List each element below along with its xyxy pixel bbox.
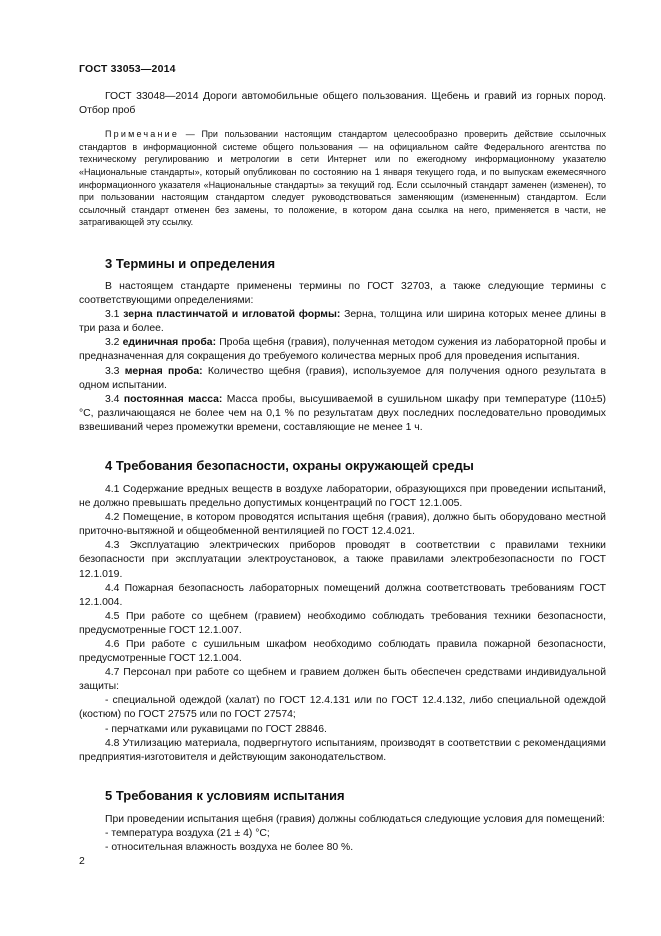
list-item: - температура воздуха (21 ± 4) °С; <box>105 827 270 839</box>
term-definition <box>79 308 606 336</box>
section-3-intro: В настоящем стандарте применены термины по ГОСТ 32703, а также следующие термины с соответствующими определениями: <box>79 280 606 307</box>
standard-designation: ГОСТ 33053—2014 <box>79 63 176 75</box>
term-text: Зерна, толщина или ширина которых менее длины в три раза и более. <box>79 309 606 335</box>
clause-4-6: 4.6 При работе с сушильным шкафом необходимо соблюдать правила пожарной безопасности, предусмотренные ГОСТ 12.1.004. <box>79 639 606 665</box>
section-5-heading: 5 Требования к условиям испытания <box>105 787 345 803</box>
clause-4-1: 4.1 Содержание вредных веществ в воздухе лаборатории, образующихся при проведении испытаний, не должно превышать предельно допустимых концентраций по ГОСТ 12.1.005. <box>79 483 606 510</box>
clause-4-7: 4.7 Персонал при работе со щебнем и гравием должен быть обеспечен средствами индивидуальной защиты: <box>79 667 606 693</box>
list-item: - специальной одеждой (халат) по ГОСТ 12.4.131 или по ГОСТ 12.4.132, либо специальной одеждой (костюм) по ГОСТ 27575 или по ГОСТ 27574; <box>79 695 606 721</box>
section-3-heading: 3 Термины и определения <box>105 255 276 271</box>
term-name: постоянная масса: <box>123 393 223 405</box>
term-definition <box>79 393 606 435</box>
note-label: Примечание <box>105 129 180 140</box>
page-number: 2 <box>79 856 85 867</box>
page-content <box>79 90 606 855</box>
term-name: единичная проба: <box>122 337 217 349</box>
clause-4-8: 4.8 Утилизацию материала, подвергнутого испытаниям, производят в соответствии с рекомендациями предприятия-изготовителя и действующим законодательством. <box>79 737 606 763</box>
term-number: 3.2 <box>105 337 123 349</box>
clause-4-3: 4.3 Эксплуатацию электрических приборов проводят в соответствии с правилами техники безопасности при эксплуатации электроустановок, а также правилами электробезопасности по ГОСТ 12.1.019. <box>79 540 606 580</box>
note-paragraph <box>79 128 606 229</box>
clause-4-4: 4.4 Пожарная безопасность лабораторных помещений должна соответствовать требованиям ГОСТ 12.1.004. <box>79 582 606 608</box>
reference-entry: ГОСТ 33048—2014 Дороги автомобильные общего пользования. Щебень и гравий из горных пород. Отбор проб <box>79 91 606 117</box>
term-number: 3.4 <box>105 393 124 405</box>
clause-4-2: 4.2 Помещение, в котором проводятся испытания щебня (гравия), должно быть оборудовано местной приточно-вытяжной и общеобменной вентиляцией по ГОСТ 12.4.021. <box>79 512 606 538</box>
term-name: мерная проба: <box>124 365 203 377</box>
term-number: 3.1 <box>105 309 124 321</box>
clause-4-5: 4.5 При работе со щебнем (гравием) необходимо соблюдать требования техники безопасности, предусмотренные ГОСТ 12.1.007. <box>79 610 606 636</box>
term-number: 3.3 <box>105 365 125 377</box>
term-text: Проба щебня (гравия), полученная методом сужения из лабораторной пробы и предназначенная для сокращения до требуемого количества мерных проб для проведения испытания. <box>79 337 606 363</box>
section-5-intro: При проведении испытания щебня (гравия) должны соблюдаться следующие условия для помещений: <box>105 813 605 825</box>
term-text: Масса пробы, высушиваемой в сушильном шкафу при температуре (110±5) °С, различающаяся не более чем на 0,1 % по результатам двух последних последовательно проводимых взвешиваний через промежутки времени, составляющие не менее 1 ч. <box>79 393 606 433</box>
term-definition <box>79 336 606 364</box>
section-4-heading: 4 Требования безопасности, охраны окружающей среды <box>105 457 474 473</box>
note-text: — При пользовании настоящим стандартом целесообразно проверить действие ссылочных стандартов в информационной системе общего пользования — на официальном сайте Федерального агентства по техническому регулированию и метрологии в сети Интернет или по ежегодному информационному указателю «Национальные стандарты», который опубликован по состоянию на 1 января текущего года, и по выпускам ежемесячного информационного указателя «Национальные стандарты» за текущий год. Если ссылочный стандарт заменен (изменен), то при пользовании настоящим стандартом следует руководствоваться заменяющим (измененным) стандартом. Если ссылочный стандарт отменен без замены, то положение, в котором дана ссылка на него, применяется в части, не затрагивающей эту ссылку. <box>79 129 606 228</box>
term-name: зерна пластинчатой и игловатой формы: <box>123 309 341 321</box>
list-item: - перчатками или рукавицами по ГОСТ 28846. <box>105 723 327 735</box>
term-text: Количество щебня (гравия), используемое для получения одного результата в одном испытании. <box>79 365 606 391</box>
list-item: - относительная влажность воздуха не более 80 %. <box>105 842 354 854</box>
term-definition <box>79 365 606 393</box>
